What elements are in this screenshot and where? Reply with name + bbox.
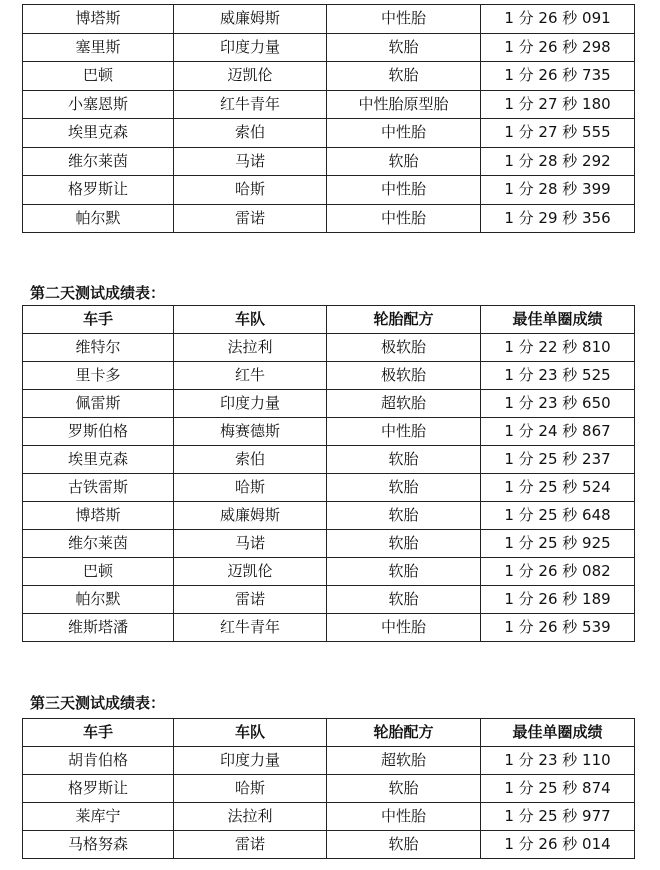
table-row [23, 474, 635, 502]
day2-results-table [22, 305, 635, 642]
table-row [23, 502, 635, 530]
table-header-row [23, 719, 635, 747]
tyre-cell: 极软胎 [327, 362, 481, 390]
laptime-cell: 1 分 26 秒 082 [481, 558, 635, 586]
tyre-cell: 中性胎 [327, 204, 481, 233]
table-row [23, 90, 635, 119]
driver-header: 车手 [23, 306, 174, 334]
tyre-cell: 软胎 [327, 586, 481, 614]
table-row [23, 33, 635, 62]
driver-cell: 博塔斯 [23, 502, 174, 530]
laptime-cell: 1 分 24 秒 867 [481, 418, 635, 446]
laptime-cell: 1 分 25 秒 237 [481, 446, 635, 474]
table-row [23, 119, 635, 148]
driver-cell: 维特尔 [23, 334, 174, 362]
laptime-cell: 1 分 25 秒 524 [481, 474, 635, 502]
team-cell: 威廉姆斯 [174, 502, 327, 530]
team-cell: 红牛青年 [174, 614, 327, 642]
driver-cell: 巴顿 [23, 558, 174, 586]
team-cell: 哈斯 [174, 474, 327, 502]
driver-cell: 维尔莱茵 [23, 147, 174, 176]
table-header-row [23, 306, 635, 334]
driver-cell: 博塔斯 [23, 5, 174, 34]
driver-cell: 马格努森 [23, 831, 174, 859]
driver-cell: 帕尔默 [23, 204, 174, 233]
table-row [23, 390, 635, 418]
day3-results-table [22, 718, 635, 859]
table-row [23, 747, 635, 775]
driver-cell: 维斯塔潘 [23, 614, 174, 642]
driver-cell: 胡肯伯格 [23, 747, 174, 775]
laptime-cell: 1 分 23 秒 525 [481, 362, 635, 390]
team-cell: 红牛 [174, 362, 327, 390]
day3-section-title: 第三天测试成绩表： [30, 694, 166, 712]
table-row [23, 362, 635, 390]
tyre-cell: 软胎 [327, 33, 481, 62]
laptime-cell: 1 分 23 秒 110 [481, 747, 635, 775]
tyre-cell: 软胎 [327, 558, 481, 586]
driver-cell: 古铁雷斯 [23, 474, 174, 502]
tyre-cell: 极软胎 [327, 334, 481, 362]
tyre-cell: 中性胎 [327, 418, 481, 446]
tyre-cell: 软胎 [327, 831, 481, 859]
tyre-header: 轮胎配方 [327, 719, 481, 747]
tyre-cell: 中性胎 [327, 803, 481, 831]
tyre-cell: 软胎 [327, 147, 481, 176]
laptime-cell: 1 分 25 秒 925 [481, 530, 635, 558]
driver-cell: 帕尔默 [23, 586, 174, 614]
laptime-cell: 1 分 26 秒 298 [481, 33, 635, 62]
team-cell: 哈斯 [174, 176, 327, 205]
laptime-cell: 1 分 28 秒 399 [481, 176, 635, 205]
table-row [23, 334, 635, 362]
driver-cell: 罗斯伯格 [23, 418, 174, 446]
table-row [23, 614, 635, 642]
laptime-cell: 1 分 25 秒 977 [481, 803, 635, 831]
team-cell: 印度力量 [174, 33, 327, 62]
tyre-cell: 软胎 [327, 474, 481, 502]
laptime-cell: 1 分 26 秒 189 [481, 586, 635, 614]
day1-results-table [22, 4, 635, 233]
team-cell: 雷诺 [174, 586, 327, 614]
tyre-cell: 超软胎 [327, 390, 481, 418]
laptime-cell: 1 分 22 秒 810 [481, 334, 635, 362]
team-cell: 哈斯 [174, 775, 327, 803]
laptime-cell: 1 分 27 秒 180 [481, 90, 635, 119]
tyre-cell: 中性胎 [327, 119, 481, 148]
tyre-cell: 软胎 [327, 530, 481, 558]
laptime-cell: 1 分 26 秒 735 [481, 62, 635, 91]
tyre-cell: 中性胎原型胎 [327, 90, 481, 119]
table-row [23, 5, 635, 34]
laptime-cell: 1 分 26 秒 091 [481, 5, 635, 34]
day2-section-title: 第二天测试成绩表： [30, 284, 166, 302]
tyre-cell: 中性胎 [327, 176, 481, 205]
driver-cell: 塞里斯 [23, 33, 174, 62]
table-row [23, 446, 635, 474]
driver-cell: 莱库宁 [23, 803, 174, 831]
table-row [23, 176, 635, 205]
driver-cell: 里卡多 [23, 362, 174, 390]
team-header: 车队 [174, 306, 327, 334]
table-row [23, 147, 635, 176]
driver-cell: 格罗斯让 [23, 775, 174, 803]
team-cell: 迈凯伦 [174, 62, 327, 91]
laptime-cell: 1 分 25 秒 648 [481, 502, 635, 530]
driver-cell: 埃里克森 [23, 446, 174, 474]
team-cell: 梅赛德斯 [174, 418, 327, 446]
table-row [23, 803, 635, 831]
table-row [23, 775, 635, 803]
driver-cell: 小塞恩斯 [23, 90, 174, 119]
laptime-cell: 1 分 25 秒 874 [481, 775, 635, 803]
driver-cell: 佩雷斯 [23, 390, 174, 418]
driver-header: 车手 [23, 719, 174, 747]
tyre-cell: 软胎 [327, 446, 481, 474]
laptime-cell: 1 分 26 秒 014 [481, 831, 635, 859]
team-cell: 索伯 [174, 119, 327, 148]
tyre-cell: 软胎 [327, 775, 481, 803]
team-cell: 雷诺 [174, 204, 327, 233]
team-cell: 索伯 [174, 446, 327, 474]
table-row [23, 831, 635, 859]
laptime-cell: 1 分 26 秒 539 [481, 614, 635, 642]
team-cell: 印度力量 [174, 747, 327, 775]
driver-cell: 格罗斯让 [23, 176, 174, 205]
tyre-cell: 软胎 [327, 502, 481, 530]
table-row [23, 204, 635, 233]
table-row [23, 530, 635, 558]
laptime-cell: 1 分 27 秒 555 [481, 119, 635, 148]
tyre-cell: 超软胎 [327, 747, 481, 775]
table-row [23, 586, 635, 614]
team-cell: 威廉姆斯 [174, 5, 327, 34]
laptime-header: 最佳单圈成绩 [481, 306, 635, 334]
table-row [23, 558, 635, 586]
team-cell: 马诺 [174, 530, 327, 558]
tyre-cell: 中性胎 [327, 5, 481, 34]
laptime-cell: 1 分 29 秒 356 [481, 204, 635, 233]
team-cell: 马诺 [174, 147, 327, 176]
driver-cell: 维尔莱茵 [23, 530, 174, 558]
tyre-header: 轮胎配方 [327, 306, 481, 334]
laptime-header: 最佳单圈成绩 [481, 719, 635, 747]
tyre-cell: 中性胎 [327, 614, 481, 642]
team-cell: 迈凯伦 [174, 558, 327, 586]
team-cell: 红牛青年 [174, 90, 327, 119]
team-cell: 法拉利 [174, 334, 327, 362]
laptime-cell: 1 分 23 秒 650 [481, 390, 635, 418]
laptime-cell: 1 分 28 秒 292 [481, 147, 635, 176]
team-cell: 印度力量 [174, 390, 327, 418]
table-row [23, 62, 635, 91]
team-cell: 法拉利 [174, 803, 327, 831]
driver-cell: 埃里克森 [23, 119, 174, 148]
team-header: 车队 [174, 719, 327, 747]
driver-cell: 巴顿 [23, 62, 174, 91]
team-cell: 雷诺 [174, 831, 327, 859]
tyre-cell: 软胎 [327, 62, 481, 91]
table-row [23, 418, 635, 446]
